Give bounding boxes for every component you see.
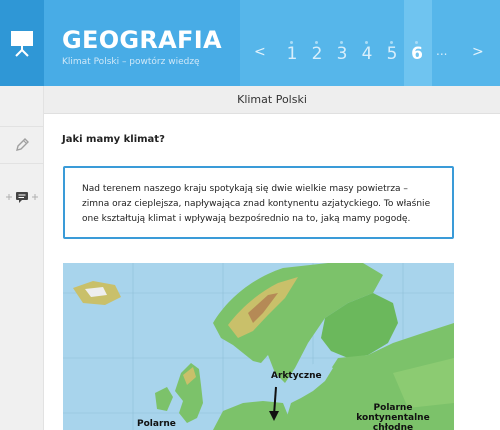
info-text-line: Nad terenem naszego kraju spotykają się dwie wielkie masy powietrza –: [82, 184, 408, 194]
prev-page-button[interactable]: <: [254, 44, 266, 60]
map-label-line: Polarne: [373, 403, 413, 413]
app-title: GEOGRAFIA: [62, 26, 222, 54]
pencil-icon: [14, 137, 30, 153]
page-6-button[interactable]: 6: [411, 44, 423, 64]
europe-climate-map: [63, 263, 454, 430]
app-subtitle: Klimat Polski – powtórz wiedzę: [62, 57, 200, 67]
chat-tool-button[interactable]: [0, 178, 44, 216]
section-header: [44, 86, 500, 114]
next-page-button[interactable]: >: [472, 44, 484, 60]
info-text-line: zimna oraz cieplejsza, napływająca znad kontynentu azjatyckiego. To właśnie: [82, 199, 431, 209]
app-header: [0, 0, 500, 86]
info-text-box: [63, 166, 454, 239]
page-navigation: [240, 0, 500, 86]
page-5-button[interactable]: 5: [386, 44, 398, 64]
map-label-polar: Polarne: [137, 419, 176, 429]
info-text-line: one kształtują klimat i wpływają bezpośrednio na to, jaką mamy pogodę.: [82, 214, 411, 224]
page-1-button[interactable]: 1: [286, 44, 298, 64]
map-label-line: chłodne: [372, 423, 414, 430]
logo[interactable]: [0, 0, 44, 86]
map-label-arctic: Arktyczne: [271, 371, 322, 381]
more-pages[interactable]: ...: [436, 44, 448, 58]
map-label-polar-continental: [353, 403, 433, 430]
page-3-button[interactable]: 3: [336, 44, 348, 64]
map-label-line: kontynentalne: [356, 413, 430, 423]
pencil-tool-button[interactable]: [0, 126, 44, 164]
tool-sidebar: [0, 86, 44, 430]
page-4-button[interactable]: 4: [361, 44, 373, 64]
section-title: Klimat Polski: [237, 93, 307, 106]
question-heading: Jaki mamy klimat?: [62, 134, 165, 145]
chat-icon: [4, 189, 40, 205]
page-2-button[interactable]: 2: [311, 44, 323, 64]
presentation-board-icon: [9, 29, 35, 57]
current-page-highlight: [404, 0, 432, 86]
